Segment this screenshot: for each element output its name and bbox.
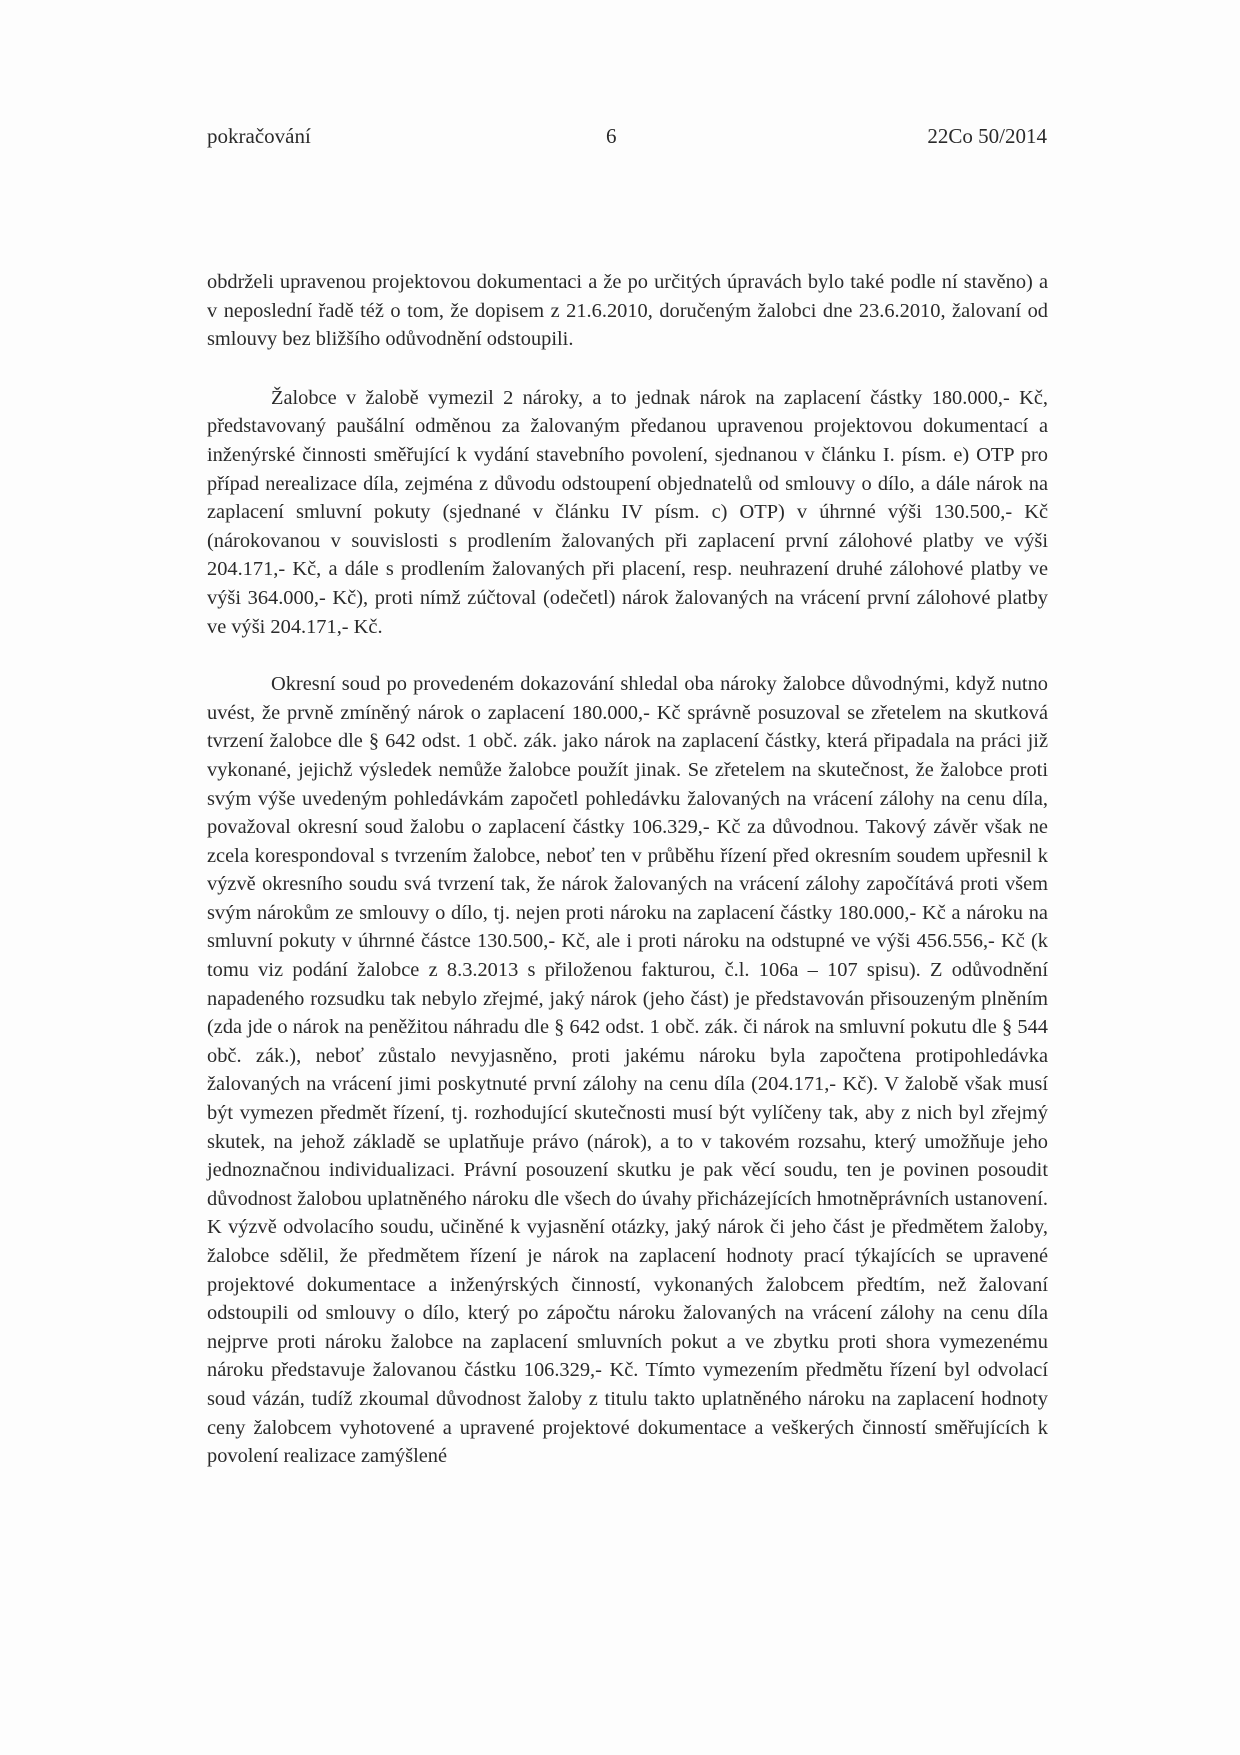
paragraph-continuation: obdrželi upravenou projektovou dokumentaci a že po určitých úpravách bylo také podle ní stavěno) a v neposlední řadě též o tom, že dopisem z 21.6.2010, doručeným žalobci dne 23.6.2010, žalovaní od smlouvy bez bližšího odůvodnění odstoupili. xyxy=(207,271,1048,351)
paragraph-claims: Žalobce v žalobě vymezil 2 nároky, a to jednak nárok na zaplacení částky 180.000,- Kč, představovaný paušální odměnou za žalovaným předanou upravenou projektovou dokumentací a inženýrské činnosti směřující k vydání stavebního povolení, sjednanou v článku I. písm. e) OTP pro případ nerealizace díla, zejména z důvodu odstoupení objednatelů od smlouvy o dílo, a dále nárok na zaplacení smluvní pokuty (sjednané v článku IV písm. c) OTP) v úhrnné výši 130.500,- Kč (nárokovanou v souvislosti s prodlením žalovaných při zaplacení první zálohové platby ve výši 204.171,- Kč, a dále s prodlením žalovaných při placení, resp. neuhrazení druhé zálohové platby ve výši 364.000,- Kč), proti nímž zúčtoval (odečetl) nárok žalovaných na vrácení první zálohové platby ve výši 204.171,- Kč. xyxy=(207,386,1048,638)
paragraph-court-assessment: Okresní soud po provedeném dokazování shledal oba nároky žalobce důvodnými, když nutno uvést, že prvně zmíněný nárok o zaplacení 180.000,- Kč správně posuzoval se zřetelem na skutková tvrzení žalobce dle § 642 odst. 1 obč. zák. jako nárok na zaplacení částky, která připadala na práci již vykonané, jejichž výsledek nemůže žalobce použít jinak. Se zřetelem na skutečnost, že žalobce proti svým výše uvedeným pohledávkám započetl pohledávku žalovaných na vrácení zálohy na cenu díla, považoval okresní soud žalobu o zaplacení částky 106.329,- Kč za důvodnou. Takový závěr však ne zcela korespondoval s tvrzením žalobce, neboť ten v průběhu řízení před okresním soudem upřesnil k výzvě okresního soudu svá tvrzení tak, že nárok žalovaných na vrácení zálohy započítává proti všem svým nárokům ze smlouvy o dílo, tj. nejen proti nároku na zaplacení částky 180.000,- Kč a nároku na smluvní pokuty v úhrnné částce 130.500,- Kč, ale i proti nároku na odstupné ve výši 456.556,- Kč (k tomu viz podání žalobce z 8.3.2013 s přiloženou fakturou, č.l. 106a – 107 spisu). Z odůvodnění napadeného rozsudku tak nebylo zřejmé, jaký nárok (jeho část) je představován přisouzeným plněním (zda jde o nárok na peněžitou náhradu dle § 642 odst. 1 obč. zák. či nárok na smluvní pokutu dle § 544 obč. zák.), neboť zůstalo nevyjasněno, proti jakému nároku byla započtena protipohledávka žalovaných na vrácení jimi poskytnuté první zálohy na cenu díla (204.171,- Kč). V žalobě však musí být vymezen předmět řízení, tj. rozhodující skutečnosti musí být vylíčeny tak, aby z nich byl zřejmý skutek, na jehož základě se uplatňuje právo (nárok), a to v takovém rozsahu, který umožňuje jeho jednoznačnou individualizaci. Právní posouzení skutku je pak věcí soudu, ten je povinen posoudit důvodnost žalobou uplatněného nároku dle všech do úvahy přicházejících hmotněprávních ustanovení. K výzvě odvolacího soudu, učiněné k vyjasnění otázky, jaký nárok či jeho část je předmětem žaloby, žalobce sdělil, že předmětem řízení je nárok na zaplacení hodnoty prací týkajících se upravené projektové dokumentace a inženýrských činností, vykonaných žalobcem předtím, než žalovaní odstoupili od smlouvy o dílo, který po zápočtu nároku žalovaných na vrácení zálohy na cenu díla nejprve proti nároku žalobce na zaplacení smluvních pokut a ve zbytku proti shora vymezenému nároku představuje žalovanou částku 106.329,- Kč. Tímto vymezením předmětu řízení byl odvolací soud vázán, tudíž zkoumal důvodnost žaloby z titulu takto uplatněného nároku na zaplacení hodnoty ceny žalobcem vyhotovené a upravené projektové dokumentace a veškerých činností směřujících k povolení realizace zamýšlené xyxy=(207,673,1048,1468)
case-number: 22Co 50/2014 xyxy=(927,124,1047,148)
page-header xyxy=(207,124,1047,154)
document-body xyxy=(207,268,1048,1471)
continuation-label: pokračování xyxy=(207,124,311,148)
page-number: 6 xyxy=(606,124,617,148)
